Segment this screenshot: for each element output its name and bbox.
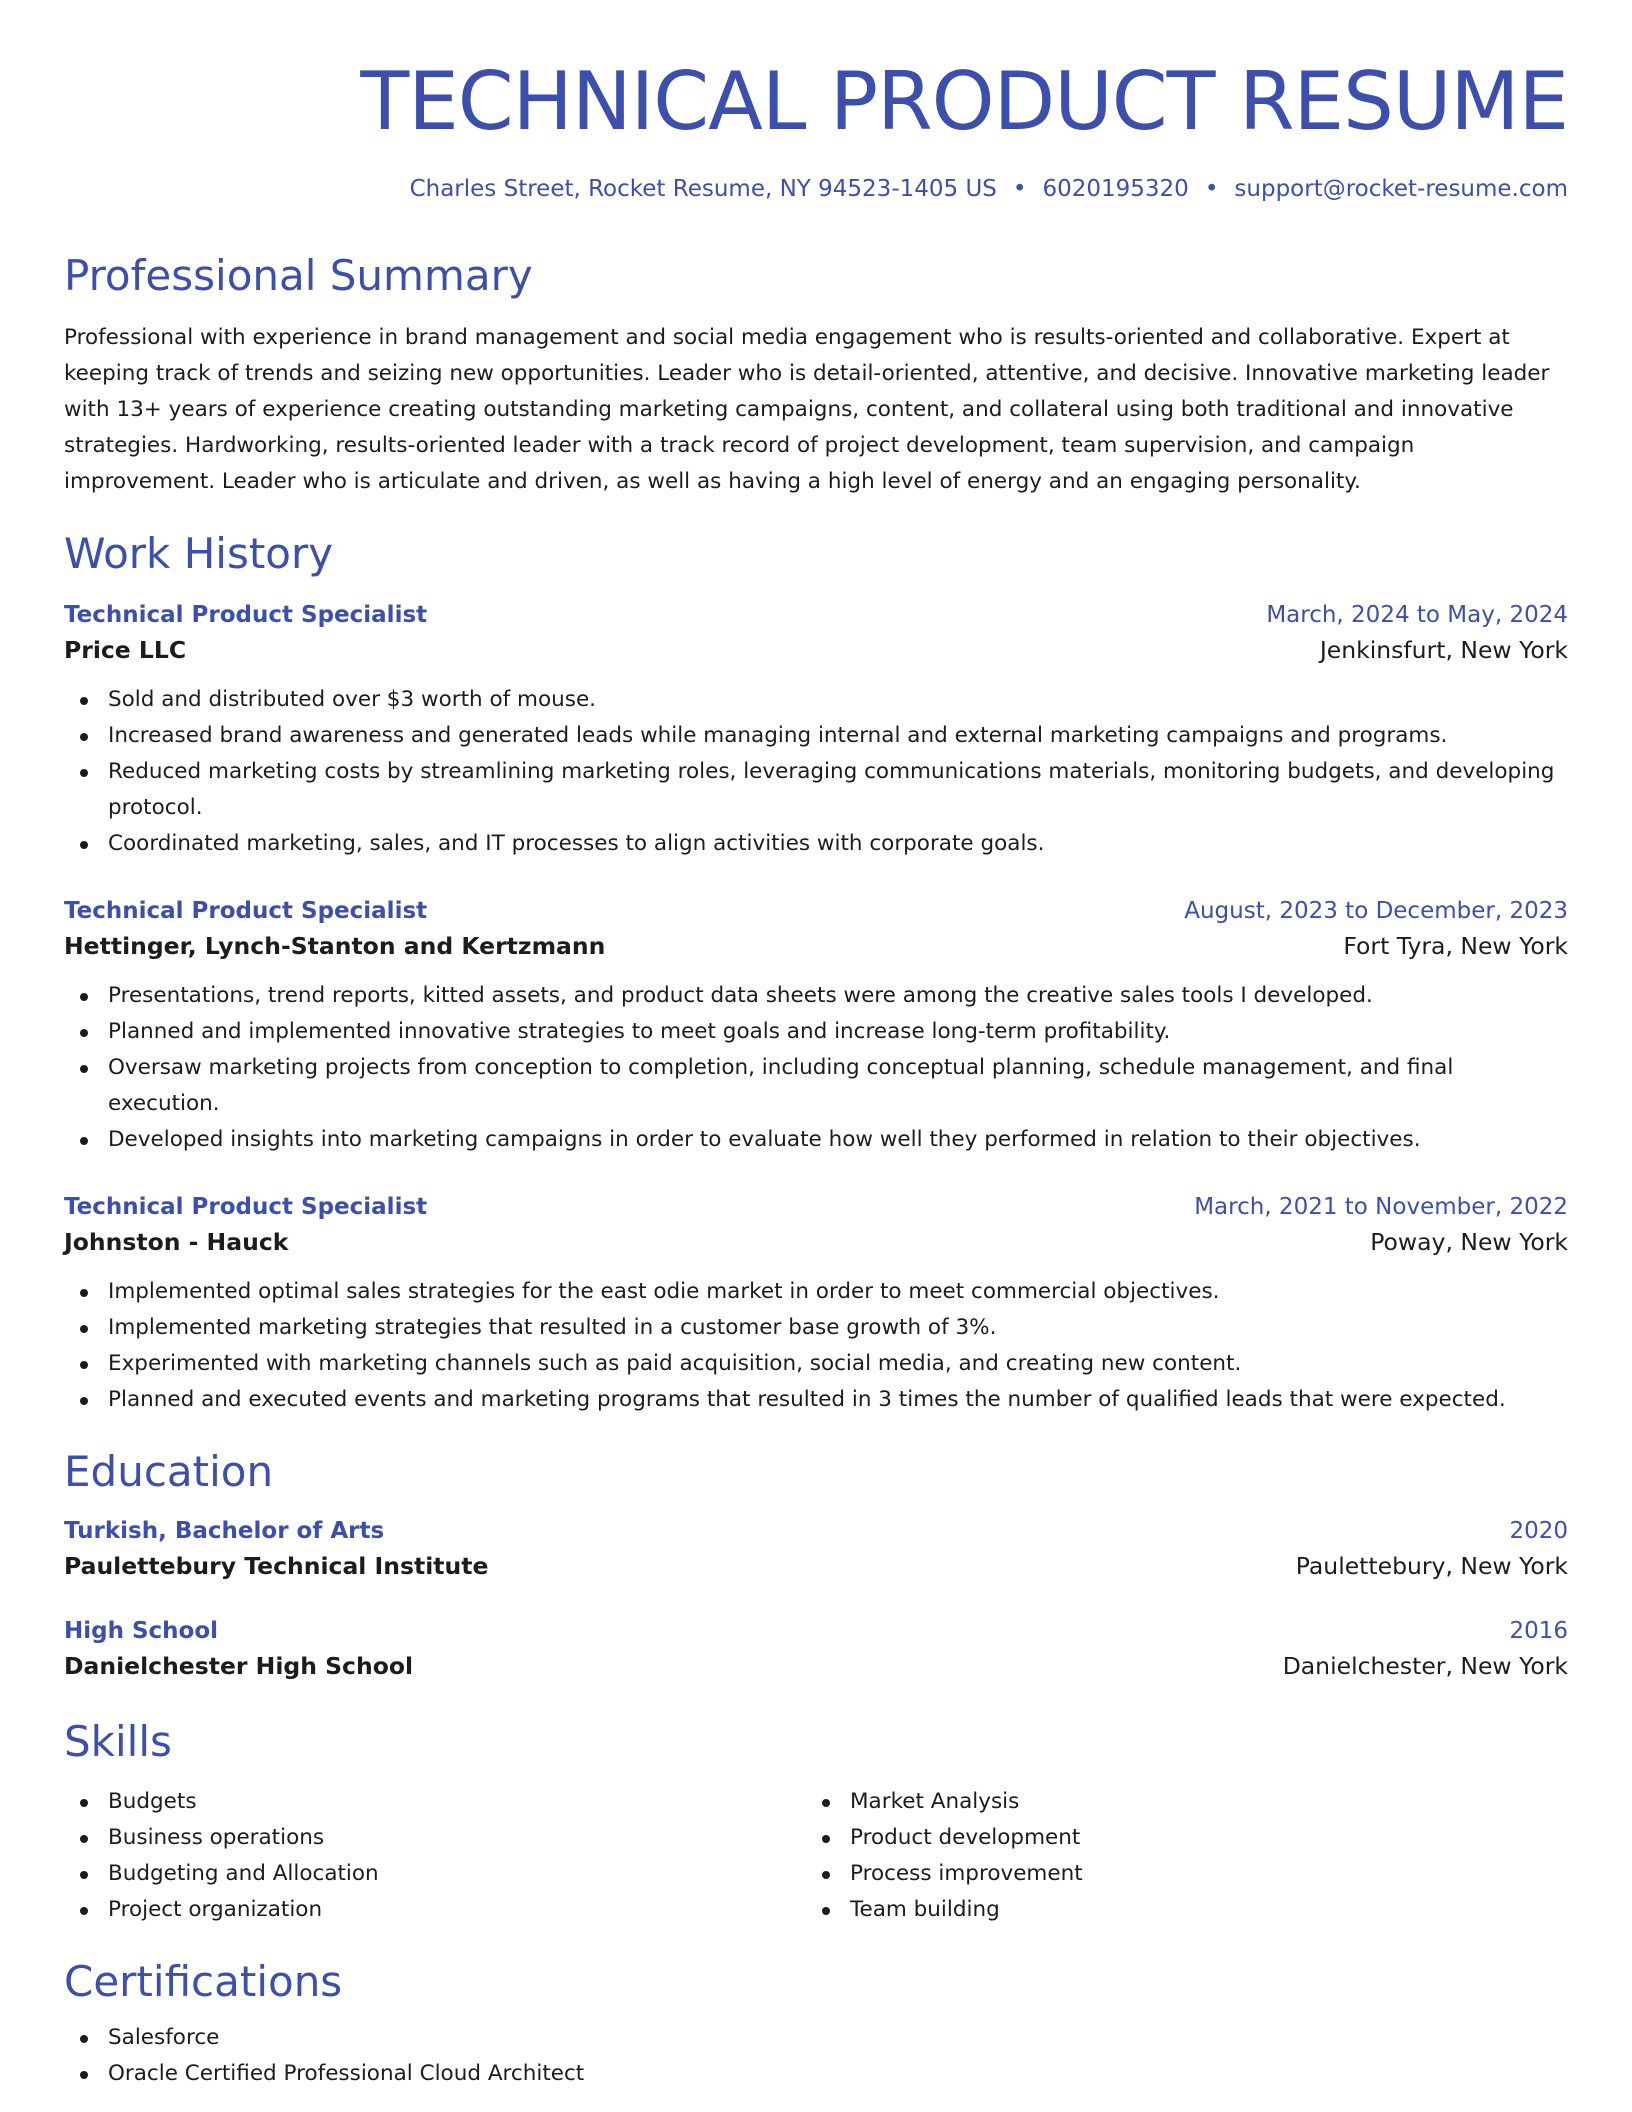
job-company: Hettinger, Lynch-Stanton and Kertzmann xyxy=(64,932,606,960)
bullet-item: Implemented marketing strategies that resulted in a customer base growth of 3%. xyxy=(64,1310,1568,1346)
job-bullets xyxy=(64,682,1568,862)
bullet-item: Increased brand awareness and generated leads while managing internal and external marketing campaigns and programs. xyxy=(64,718,1568,754)
bullet-item: Implemented optimal sales strategies for the east odie market in order to meet commercial objectives. xyxy=(64,1274,1568,1310)
skill-item: Product development xyxy=(806,1820,1548,1856)
skill-item: Market Analysis xyxy=(806,1784,1548,1820)
summary-title: Professional Summary xyxy=(64,251,533,300)
job-title: Technical Product Specialist xyxy=(64,898,428,924)
job-entry xyxy=(64,600,1568,862)
skill-item: Budgets xyxy=(64,1784,806,1820)
bullet-item: Presentations, trend reports, kitted assets, and product data sheets were among the creative sales tools I developed. xyxy=(64,978,1568,1014)
resume-name: TECHNICAL PRODUCT RESUME xyxy=(360,55,1568,148)
certifications-section xyxy=(64,1958,1568,2092)
contact-email: support@rocket-resume.com xyxy=(1234,176,1568,202)
work-history-section xyxy=(64,530,1568,1418)
job-location: Fort Tyra, New York xyxy=(1343,932,1568,960)
education-entry xyxy=(64,1616,1568,1686)
job-title: Technical Product Specialist xyxy=(64,1194,428,1220)
bullet-item: Sold and distributed over $3 worth of mouse. xyxy=(64,682,1568,718)
bullet-item: Experimented with marketing channels such as paid acquisition, social media, and creating new content. xyxy=(64,1346,1568,1382)
summary-text: Professional with experience in brand management and social media engagement who is results-oriented and collaborative. Expert at keeping track of trends and seizing new opportunities. Leader who is detail-oriented, attentive, and decisive. Innovative marketing leader with 13+ years of experience creating outstanding marketing campaigns, content, and collateral using both traditional and innovative strategies. Hardworking, results-oriented leader with a track record of project development, team supervision, and campaign improvement. Leader who is articulate and driven, as well as having a high level of energy and an engaging personality. xyxy=(64,325,1550,494)
education-school: Danielchester High School xyxy=(64,1652,414,1680)
bullet-item: Developed insights into marketing campaigns in order to evaluate how well they performed in relation to their objectives. xyxy=(64,1122,1568,1158)
education-degree: High School xyxy=(64,1618,219,1644)
skills-section xyxy=(64,1718,1568,1928)
education-year: 2020 xyxy=(1509,1518,1568,1544)
education-degree: Turkish, Bachelor of Arts xyxy=(64,1518,385,1544)
skill-item: Process improvement xyxy=(806,1856,1548,1892)
skills-title: Skills xyxy=(64,1717,172,1766)
work-history-title: Work History xyxy=(64,529,334,578)
contact-address: Charles Street, Rocket Resume, NY 94523-1405 US xyxy=(409,176,997,202)
skills-grid xyxy=(64,1784,1568,1928)
skill-item: Budgeting and Allocation xyxy=(64,1856,806,1892)
contact-separator: • xyxy=(1204,176,1219,202)
job-location: Poway, New York xyxy=(1370,1228,1568,1256)
job-dates: March, 2024 to May, 2024 xyxy=(1266,602,1568,628)
job-entry xyxy=(64,1192,1568,1418)
job-dates: August, 2023 to December, 2023 xyxy=(1184,898,1568,924)
skills-list-left xyxy=(64,1784,806,1928)
job-bullets xyxy=(64,1274,1568,1418)
bullet-item: Coordinated marketing, sales, and IT processes to align activities with corporate goals. xyxy=(64,826,1568,862)
bullet-item: Reduced marketing costs by streamlining marketing roles, leveraging communications materials, monitoring budgets, and developing protocol. xyxy=(64,754,1568,826)
contact-phone: 6020195320 xyxy=(1042,176,1189,202)
certifications-title: Certifications xyxy=(64,1957,343,2006)
skills-list-right xyxy=(806,1784,1548,1928)
education-section xyxy=(64,1448,1568,1686)
education-title: Education xyxy=(64,1447,274,1496)
education-school: Paulettebury Technical Institute xyxy=(64,1552,489,1580)
education-entry xyxy=(64,1516,1568,1586)
skill-item: Project organization xyxy=(64,1892,806,1928)
job-location: Jenkinsfurt, New York xyxy=(1319,636,1568,664)
job-dates: March, 2021 to November, 2022 xyxy=(1194,1194,1568,1220)
education-location: Paulettebury, New York xyxy=(1295,1552,1568,1580)
job-entry xyxy=(64,896,1568,1158)
job-company: Price LLC xyxy=(64,636,187,664)
skill-item: Team building xyxy=(806,1892,1548,1928)
certification-item: Oracle Certified Professional Cloud Architect xyxy=(64,2056,1568,2092)
certification-item: Salesforce xyxy=(64,2020,1568,2056)
bullet-item: Planned and executed events and marketing programs that resulted in 3 times the number of qualified leads that were expected. xyxy=(64,1382,1568,1418)
job-bullets xyxy=(64,978,1568,1158)
certifications-list xyxy=(64,2020,1568,2092)
resume-header xyxy=(64,55,1568,204)
bullet-item: Planned and implemented innovative strategies to meet goals and increase long-term profitability. xyxy=(64,1014,1568,1050)
education-location: Danielchester, New York xyxy=(1282,1652,1568,1680)
bullet-item: Oversaw marketing projects from conception to completion, including conceptual planning, schedule management, and final execution. xyxy=(64,1050,1568,1122)
job-company: Johnston - Hauck xyxy=(64,1228,289,1256)
job-title: Technical Product Specialist xyxy=(64,602,428,628)
resume-page xyxy=(64,0,1568,2092)
contact-separator: • xyxy=(1012,176,1027,202)
skill-item: Business operations xyxy=(64,1820,806,1856)
education-year: 2016 xyxy=(1509,1618,1568,1644)
contact-line xyxy=(64,174,1568,204)
summary-section xyxy=(64,252,1568,500)
